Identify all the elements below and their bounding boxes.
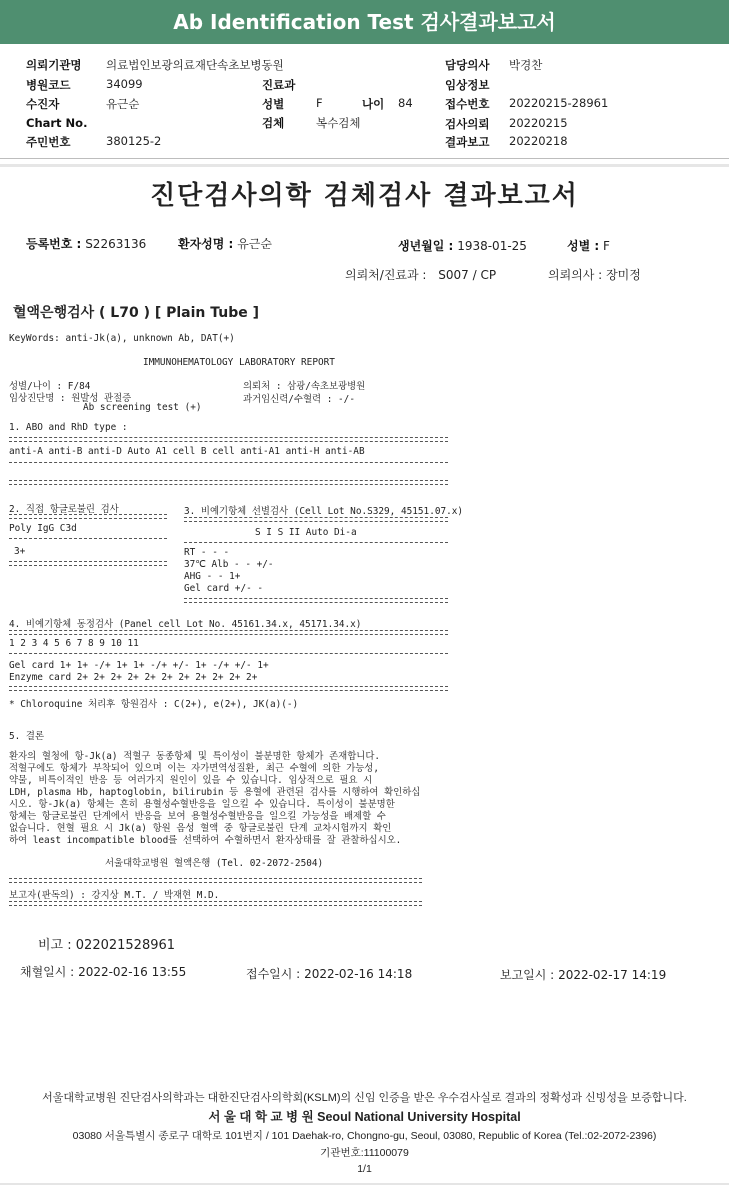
- section-panel-title: 4. 비예기항체 동정검사 (Panel cell Lot No. 45161.34.x, 45171.34.x): [9, 619, 362, 630]
- page-number: 1/1: [357, 1163, 372, 1175]
- separator: [184, 598, 448, 603]
- report-doc-value: 장미정: [606, 268, 641, 282]
- receipt-label: 접수번호: [445, 97, 490, 111]
- referral-line: 의뢰처 : 삼광/속초보광병원: [243, 381, 366, 392]
- separator: [9, 480, 448, 485]
- chart-label: Chart No.: [26, 116, 88, 130]
- dept-label: 진료과: [262, 78, 296, 92]
- conclusion-line: 하여 least incompatible blood를 선택하여 수혈하면서 환자상태를 잘 관찰하십시오.: [9, 835, 402, 846]
- section-dat-title: 2. 직접 항글로불린 검사: [9, 504, 119, 515]
- remarks-label: 비고 :: [38, 938, 72, 953]
- specimen-value: 복수검체: [316, 116, 361, 130]
- report-dept-label: 의뢰처/진료과 :: [345, 268, 427, 282]
- reg-value: S2263136: [85, 237, 147, 251]
- separator: [9, 561, 167, 566]
- age-label: 나이: [362, 97, 385, 111]
- divider: [0, 164, 729, 167]
- conclusion-line: 적혈구에도 항체가 부착되어 있으며 이는 자가면역성질환, 최근 수혈에 의한 가능성,: [9, 763, 380, 774]
- certification-text: 서울대학교병원 진단검사의학과는 대한진단검사의학회(KSLM)의 신임 인증을 받은 우수검사실로 결과의 정확성과 신빙성을 보증합니다.: [42, 1092, 687, 1104]
- dept-block: [345, 266, 496, 283]
- separator: [9, 878, 422, 883]
- conclusion-text: [9, 751, 420, 847]
- report-sex-value: F: [603, 239, 610, 253]
- age-value: 84: [398, 96, 413, 110]
- collect-value: 2022-02-16 13:55: [78, 965, 187, 979]
- conclusion-line: 항체는 항글로불린 단계에서 반응을 보여 용혈성수혈반응을 일으킬 가능성을 배제할 수: [9, 811, 386, 822]
- institution-number: 기관번호:11100079: [320, 1147, 409, 1159]
- patient-value: 유근순: [237, 237, 272, 251]
- report-title: 진단검사의학 검체검사 결과보고서: [150, 181, 579, 211]
- screen-header: S I S II Auto Di-a: [255, 527, 357, 538]
- report-doc-label: 의뢰의사 :: [548, 268, 603, 282]
- separator: [184, 517, 448, 522]
- sex-block: [567, 237, 610, 254]
- separator: [9, 630, 448, 635]
- report-time-value: 2022-02-17 14:19: [558, 968, 667, 982]
- panel-header: 1 2 3 4 5 6 7 8 9 10 11: [9, 638, 139, 649]
- separator: [9, 514, 167, 519]
- divider: [0, 1183, 729, 1185]
- dob-label: 생년월일 :: [398, 239, 454, 253]
- request-label: 검사의뢰: [445, 117, 490, 131]
- collect-block: [20, 963, 186, 980]
- patient-line: [26, 235, 146, 252]
- patient-label: 환자성명 :: [178, 237, 234, 251]
- screen-row: 37℃ Alb - - +/-: [184, 559, 274, 570]
- report-time-label: 보고일시 :: [500, 968, 555, 982]
- separator: [9, 538, 167, 539]
- sex-age-line: 성별/나이 : F/84: [9, 381, 91, 392]
- diagnosis-line-2: Ab screening test (+): [83, 402, 202, 413]
- doc-block: [548, 266, 641, 283]
- code-label: 병원코드: [26, 78, 71, 92]
- name-value: 유근순: [106, 97, 140, 111]
- section-title: 혈액은행검사 ( L70 ) [ Plain Tube ]: [13, 305, 260, 321]
- diagnosis-line: 임상진단명 : 원발성 관절증: [9, 393, 132, 404]
- conclusion-line: LDH, plasma Hb, haptoglobin, bilirubin 등 용혈에 관련된 검사를 시행하여 확인하십: [9, 787, 421, 798]
- doctor-value: 박경찬: [509, 58, 543, 72]
- report-header-title: Ab Identification Test 검사결과보고서: [0, 0, 729, 44]
- conclusion-line: 없습니다. 현혈 필요 시 Jk(a) 항원 음성 혈액 중 항글로불린 단계 교차시험까지 확인: [9, 823, 392, 834]
- receive-label: 접수일시 :: [246, 967, 301, 981]
- request-value: 20220215: [509, 116, 568, 130]
- separator: [9, 901, 422, 906]
- dob-block: [398, 237, 527, 254]
- screen-row: AHG - - 1+: [184, 571, 241, 582]
- rrn-value: 380125-2: [106, 134, 162, 148]
- reporter-line: 보고자(판독의) : 강지상 M.T. / 박재현 M.D.: [9, 890, 220, 901]
- doctor-label: 담당의사: [445, 58, 490, 72]
- report-time-block: [500, 966, 666, 983]
- receipt-value: 20220215-28961: [509, 96, 609, 110]
- report-date-value: 20220218: [509, 134, 568, 148]
- section-screen-title: 3. 비예기항체 선별검사 (Cell Lot No.S329, 45151.07.x): [184, 506, 464, 517]
- conclusion-line: 환자의 혈청에 항-Jk(a) 적혈구 동종항체 및 특이성이 불분명한 항체가 존재합니다.: [9, 751, 381, 762]
- divider: [0, 158, 729, 159]
- hospital-label: 의뢰기관명: [26, 58, 82, 72]
- hospital-value: 의료법인보광의료재단속초보병동원: [106, 58, 284, 72]
- separator: [9, 653, 448, 654]
- keywords-line: KeyWords: anti-Jk(a), unknown Ab, DAT(+): [9, 333, 235, 344]
- dat-value: 3+: [14, 546, 26, 557]
- specimen-label: 검체: [262, 116, 285, 130]
- chloroquine-line: * Chloroquine 처리후 항원검사 : C(2+), e(2+), JK(a)(-): [9, 699, 299, 710]
- clinical-label: 임상정보: [445, 78, 490, 92]
- remarks-value: 022021528961: [75, 938, 176, 953]
- blood-bank-line: 서울대학교병원 혈액은행 (Tel. 02-2072-2504): [105, 858, 324, 869]
- address-text: 03080 서울특별시 종로구 대학로 101번지 / 101 Daehak-ro, Chongno-gu, Seoul, 03080, Republic of Korea (Tel.:02-2072-2396): [72, 1130, 657, 1142]
- separator: [9, 462, 448, 463]
- separator: [9, 437, 448, 442]
- sex-label: 성별: [262, 97, 285, 111]
- dat-header: Poly IgG C3d: [9, 523, 77, 534]
- report-date-label: 결과보고: [445, 135, 490, 149]
- separator: [184, 542, 448, 543]
- separator: [9, 686, 448, 691]
- panel-gel-row: Gel card 1+ 1+ -/+ 1+ 1+ -/+ +/- 1+ -/+ +/- 1+: [9, 660, 269, 671]
- report-dept-value: S007 / CP: [438, 268, 497, 282]
- sex-value: F: [316, 96, 323, 110]
- rrn-label: 주민번호: [26, 135, 71, 149]
- collect-label: 채혈일시 :: [20, 965, 75, 979]
- conclusion-line: 시오. 항-Jk(a) 항체는 흔히 용혈성수혈반응을 일으킬 수 있습니다. 특이성이 불분명한: [9, 799, 395, 810]
- name-label: 수진자: [26, 97, 60, 111]
- section-abo-title: 1. ABO and RhD type :: [9, 422, 128, 433]
- reg-label: 등록번호 :: [26, 237, 82, 251]
- remarks-block: [38, 934, 175, 953]
- panel-enzyme-row: Enzyme card 2+ 2+ 2+ 2+ 2+ 2+ 2+ 2+ 2+ 2+ 2+: [9, 672, 258, 683]
- abo-header: anti-A anti-B anti-D Auto A1 cell B cell anti-A1 anti-H anti-AB: [9, 446, 365, 457]
- lab-title: IMMUNOHEMATOLOGY LABORATORY REPORT: [143, 357, 335, 368]
- hospital-name: 서 울 대 학 교 병 원 Seoul National University Hospital: [208, 1110, 521, 1124]
- patient-name-block: [178, 235, 272, 252]
- section-conclusion-title: 5. 결론: [9, 731, 45, 742]
- screen-row: Gel card +/- -: [184, 583, 264, 594]
- receive-block: [246, 965, 412, 982]
- dob-value: 1938-01-25: [457, 239, 527, 253]
- history-line: 과거임신력/수혈력 : -/-: [243, 394, 355, 405]
- code-value: 34099: [106, 77, 143, 91]
- conclusion-line: 약물, 비특이적인 반응 등 여러가지 원인이 있을 수 있습니다. 임상적으로 필요 시: [9, 775, 373, 786]
- screen-row: RT - - -: [184, 547, 230, 558]
- receive-value: 2022-02-16 14:18: [304, 967, 413, 981]
- report-sex-label: 성별 :: [567, 239, 600, 253]
